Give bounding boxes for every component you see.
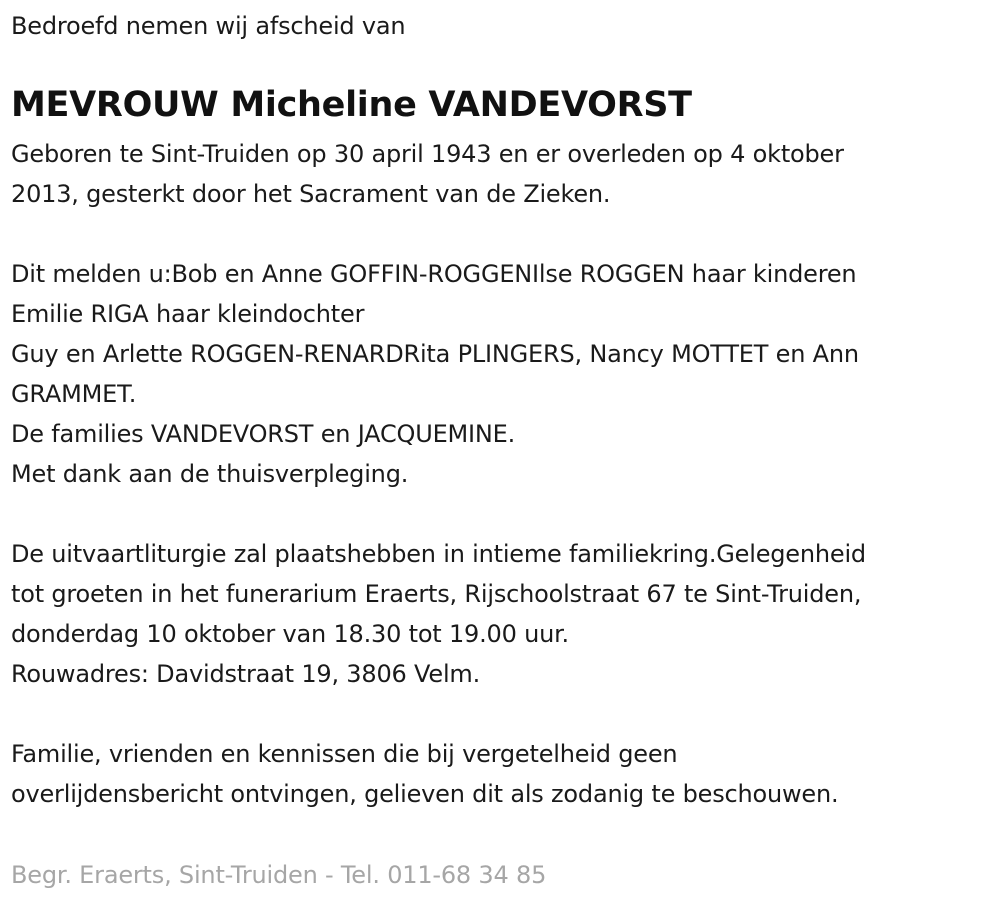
paragraph-line: Emilie RIGA haar kleindochter	[11, 300, 365, 328]
paragraph-line: 2013, gesterkt door het Sacrament van de Zieken.	[11, 180, 611, 208]
paragraph-line: De uitvaartliturgie zal plaatshebben in intieme familiekring.Gelegenheid	[11, 540, 866, 568]
intro-text: Bedroefd nemen wij afscheid van	[11, 12, 406, 40]
birth-death-paragraph	[11, 134, 844, 214]
paragraph-line: overlijdensbericht ontvingen, gelieven dit als zodanig te beschouwen.	[11, 780, 839, 808]
paragraph-line: GRAMMET.	[11, 380, 137, 408]
paragraph-line: Met dank aan de thuisverpleging.	[11, 460, 409, 488]
deceased-name: MEVROUW Micheline VANDEVORST	[11, 85, 692, 125]
funeral-info-paragraph	[11, 534, 866, 694]
paragraph-line: donderdag 10 oktober van 18.30 tot 19.00 uur.	[11, 620, 569, 648]
paragraph-line: Geboren te Sint-Truiden op 30 april 1943 en er overleden op 4 oktober	[11, 140, 844, 168]
family-paragraph	[11, 254, 859, 494]
paragraph-line: Guy en Arlette ROGGEN-RENARDRita PLINGERS, Nancy MOTTET en Ann	[11, 340, 859, 368]
paragraph-line: Dit melden u:Bob en Anne GOFFIN-ROGGENIlse ROGGEN haar kinderen	[11, 260, 857, 288]
paragraph-line: Familie, vrienden en kennissen die bij vergetelheid geen	[11, 740, 678, 768]
paragraph-line: Rouwadres: Davidstraat 19, 3806 Velm.	[11, 660, 481, 688]
closing-note-paragraph	[11, 734, 838, 814]
undertaker-footer: Begr. Eraerts, Sint-Truiden - Tel. 011-68 34 85	[11, 861, 547, 889]
paragraph-line: De families VANDEVORST en JACQUEMINE.	[11, 420, 516, 448]
paragraph-line: tot groeten in het funerarium Eraerts, Rijschoolstraat 67 te Sint-Truiden,	[11, 580, 862, 608]
